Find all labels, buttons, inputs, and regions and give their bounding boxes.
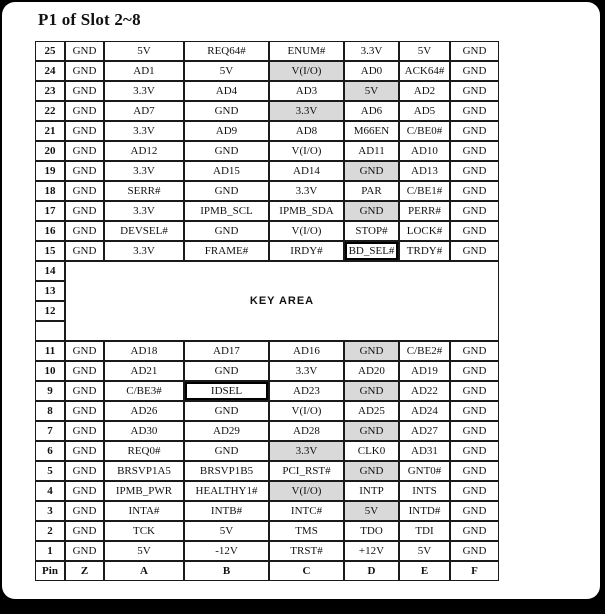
cell-C10: 3.3V bbox=[269, 361, 344, 381]
column-header-Z: Z bbox=[65, 561, 104, 581]
cell-F21: GND bbox=[450, 121, 499, 141]
cell-Z17: GND bbox=[65, 201, 104, 221]
table-row-pin-9 bbox=[35, 381, 499, 401]
table-row-pin-6 bbox=[35, 441, 499, 461]
cell-E17: PERR# bbox=[399, 201, 450, 221]
document-page bbox=[2, 2, 600, 599]
cell-F16: GND bbox=[450, 221, 499, 241]
table-footer-row bbox=[35, 561, 499, 581]
pin-number-1: 1 bbox=[35, 541, 65, 561]
cell-Z8: GND bbox=[65, 401, 104, 421]
cell-F3: GND bbox=[450, 501, 499, 521]
cell-Z25: GND bbox=[65, 41, 104, 61]
table-row-pin-8 bbox=[35, 401, 499, 421]
table-row-pin-17 bbox=[35, 201, 499, 221]
page-title: P1 of Slot 2~8 bbox=[38, 10, 141, 29]
cell-D11: GND bbox=[344, 341, 399, 361]
cell-F20: GND bbox=[450, 141, 499, 161]
cell-F1: GND bbox=[450, 541, 499, 561]
pin-number-24: 24 bbox=[35, 61, 65, 81]
cell-E10: AD19 bbox=[399, 361, 450, 381]
table-row-pin-1 bbox=[35, 541, 499, 561]
cell-A3: INTA# bbox=[104, 501, 184, 521]
table-row-pin-22 bbox=[35, 101, 499, 121]
cell-Z20: GND bbox=[65, 141, 104, 161]
table-row-pin-25 bbox=[35, 41, 499, 61]
cell-E9: AD22 bbox=[399, 381, 450, 401]
key-area-sliver bbox=[35, 321, 65, 341]
cell-D7: GND bbox=[344, 421, 399, 441]
cell-F5: GND bbox=[450, 461, 499, 481]
cell-Z22: GND bbox=[65, 101, 104, 121]
cell-A5: BRSVP1A5 bbox=[104, 461, 184, 481]
cell-E8: AD24 bbox=[399, 401, 450, 421]
cell-A25: 5V bbox=[104, 41, 184, 61]
cell-F2: GND bbox=[450, 521, 499, 541]
pin-number-10: 10 bbox=[35, 361, 65, 381]
pin-number-12: 12 bbox=[35, 301, 65, 321]
cell-B4: HEALTHY1# bbox=[184, 481, 269, 501]
cell-D4: INTP bbox=[344, 481, 399, 501]
table-row-pin-2 bbox=[35, 521, 499, 541]
cell-E24: ACK64# bbox=[399, 61, 450, 81]
pin-number-11: 11 bbox=[35, 341, 65, 361]
column-header-Pin: Pin bbox=[35, 561, 65, 581]
pin-number-25: 25 bbox=[35, 41, 65, 61]
cell-Z10: GND bbox=[65, 361, 104, 381]
table-row-pin-19 bbox=[35, 161, 499, 181]
cell-E6: AD31 bbox=[399, 441, 450, 461]
cell-B8: GND bbox=[184, 401, 269, 421]
cell-E20: AD10 bbox=[399, 141, 450, 161]
cell-Z24: GND bbox=[65, 61, 104, 81]
cell-C4: V(I/O) bbox=[269, 481, 344, 501]
cell-E7: AD27 bbox=[399, 421, 450, 441]
cell-Z16: GND bbox=[65, 221, 104, 241]
table-row-pin-16 bbox=[35, 221, 499, 241]
cell-A6: REQ0# bbox=[104, 441, 184, 461]
cell-D23: 5V bbox=[344, 81, 399, 101]
cell-A19: 3.3V bbox=[104, 161, 184, 181]
cell-D15: BD_SEL# bbox=[344, 241, 399, 261]
cell-B17: IPMB_SCL bbox=[184, 201, 269, 221]
cell-B16: GND bbox=[184, 221, 269, 241]
cell-F17: GND bbox=[450, 201, 499, 221]
cell-D20: AD11 bbox=[344, 141, 399, 161]
cell-B2: 5V bbox=[184, 521, 269, 541]
cell-F10: GND bbox=[450, 361, 499, 381]
table-row-pin-11 bbox=[35, 341, 499, 361]
cell-F8: GND bbox=[450, 401, 499, 421]
cell-C20: V(I/O) bbox=[269, 141, 344, 161]
pinout-table bbox=[35, 41, 499, 581]
column-header-A: A bbox=[104, 561, 184, 581]
cell-C7: AD28 bbox=[269, 421, 344, 441]
cell-D18: PAR bbox=[344, 181, 399, 201]
cell-D24: AD0 bbox=[344, 61, 399, 81]
pin-number-15: 15 bbox=[35, 241, 65, 261]
cell-C21: AD8 bbox=[269, 121, 344, 141]
pin-number-2: 2 bbox=[35, 521, 65, 541]
cell-A15: 3.3V bbox=[104, 241, 184, 261]
table-row-pin-18 bbox=[35, 181, 499, 201]
cell-C24: V(I/O) bbox=[269, 61, 344, 81]
cell-F22: GND bbox=[450, 101, 499, 121]
cell-B20: GND bbox=[184, 141, 269, 161]
cell-A1: 5V bbox=[104, 541, 184, 561]
table-row-pin-15 bbox=[35, 241, 499, 261]
cell-C15: IRDY# bbox=[269, 241, 344, 261]
cell-D5: GND bbox=[344, 461, 399, 481]
cell-B19: AD15 bbox=[184, 161, 269, 181]
cell-C18: 3.3V bbox=[269, 181, 344, 201]
pin-number-17: 17 bbox=[35, 201, 65, 221]
cell-D22: AD6 bbox=[344, 101, 399, 121]
cell-D1: +12V bbox=[344, 541, 399, 561]
pin-number-9: 9 bbox=[35, 381, 65, 401]
cell-F11: GND bbox=[450, 341, 499, 361]
cell-Z23: GND bbox=[65, 81, 104, 101]
cell-Z3: GND bbox=[65, 501, 104, 521]
pin-number-13: 13 bbox=[35, 281, 65, 301]
cell-D25: 3.3V bbox=[344, 41, 399, 61]
cell-B11: AD17 bbox=[184, 341, 269, 361]
cell-A7: AD30 bbox=[104, 421, 184, 441]
cell-E5: GNT0# bbox=[399, 461, 450, 481]
table-row-pin-3 bbox=[35, 501, 499, 521]
cell-D2: TDO bbox=[344, 521, 399, 541]
cell-Z21: GND bbox=[65, 121, 104, 141]
cell-C19: AD14 bbox=[269, 161, 344, 181]
pin-number-18: 18 bbox=[35, 181, 65, 201]
cell-E21: C/BE0# bbox=[399, 121, 450, 141]
pin-number-4: 4 bbox=[35, 481, 65, 501]
cell-B25: REQ64# bbox=[184, 41, 269, 61]
pin-number-3: 3 bbox=[35, 501, 65, 521]
cell-C6: 3.3V bbox=[269, 441, 344, 461]
table-row-pin-24 bbox=[35, 61, 499, 81]
pin-number-23: 23 bbox=[35, 81, 65, 101]
cell-C5: PCI_RST# bbox=[269, 461, 344, 481]
cell-B10: GND bbox=[184, 361, 269, 381]
cell-F25: GND bbox=[450, 41, 499, 61]
pin-number-14: 14 bbox=[35, 261, 65, 281]
cell-D21: M66EN bbox=[344, 121, 399, 141]
cell-F18: GND bbox=[450, 181, 499, 201]
cell-C8: V(I/O) bbox=[269, 401, 344, 421]
table-row-pin-21 bbox=[35, 121, 499, 141]
cell-C23: AD3 bbox=[269, 81, 344, 101]
cell-Z1: GND bbox=[65, 541, 104, 561]
cell-D16: STOP# bbox=[344, 221, 399, 241]
cell-D9: GND bbox=[344, 381, 399, 401]
cell-A2: TCK bbox=[104, 521, 184, 541]
cell-C11: AD16 bbox=[269, 341, 344, 361]
cell-A10: AD21 bbox=[104, 361, 184, 381]
cell-B24: 5V bbox=[184, 61, 269, 81]
cell-Z5: GND bbox=[65, 461, 104, 481]
cell-B21: AD9 bbox=[184, 121, 269, 141]
cell-Z15: GND bbox=[65, 241, 104, 261]
pin-number-16: 16 bbox=[35, 221, 65, 241]
cell-E25: 5V bbox=[399, 41, 450, 61]
cell-F9: GND bbox=[450, 381, 499, 401]
cell-C22: 3.3V bbox=[269, 101, 344, 121]
cell-B6: GND bbox=[184, 441, 269, 461]
cell-F4: GND bbox=[450, 481, 499, 501]
cell-E15: TRDY# bbox=[399, 241, 450, 261]
cell-E1: 5V bbox=[399, 541, 450, 561]
table-row-pin-5 bbox=[35, 461, 499, 481]
cell-F6: GND bbox=[450, 441, 499, 461]
table-row-pin-10 bbox=[35, 361, 499, 381]
cell-E2: TDI bbox=[399, 521, 450, 541]
cell-F24: GND bbox=[450, 61, 499, 81]
cell-D17: GND bbox=[344, 201, 399, 221]
cell-C25: ENUM# bbox=[269, 41, 344, 61]
cell-B22: GND bbox=[184, 101, 269, 121]
cell-A17: 3.3V bbox=[104, 201, 184, 221]
cell-D3: 5V bbox=[344, 501, 399, 521]
cell-A20: AD12 bbox=[104, 141, 184, 161]
table-row-pin-7 bbox=[35, 421, 499, 441]
column-header-F: F bbox=[450, 561, 499, 581]
pin-number-19: 19 bbox=[35, 161, 65, 181]
column-header-D: D bbox=[344, 561, 399, 581]
cell-B3: INTB# bbox=[184, 501, 269, 521]
cell-E4: INTS bbox=[399, 481, 450, 501]
cell-Z19: GND bbox=[65, 161, 104, 181]
column-header-B: B bbox=[184, 561, 269, 581]
cell-A11: AD18 bbox=[104, 341, 184, 361]
cell-E23: AD2 bbox=[399, 81, 450, 101]
pin-number-6: 6 bbox=[35, 441, 65, 461]
cell-A22: AD7 bbox=[104, 101, 184, 121]
pin-number-8: 8 bbox=[35, 401, 65, 421]
cell-B9: IDSEL bbox=[184, 381, 269, 401]
key-area-label: KEY AREA bbox=[65, 261, 499, 341]
pin-number-22: 22 bbox=[35, 101, 65, 121]
cell-Z2: GND bbox=[65, 521, 104, 541]
cell-B23: AD4 bbox=[184, 81, 269, 101]
cell-F19: GND bbox=[450, 161, 499, 181]
cell-E19: AD13 bbox=[399, 161, 450, 181]
cell-A16: DEVSEL# bbox=[104, 221, 184, 241]
cell-E18: C/BE1# bbox=[399, 181, 450, 201]
pin-number-7: 7 bbox=[35, 421, 65, 441]
cell-B5: BRSVP1B5 bbox=[184, 461, 269, 481]
cell-C3: INTC# bbox=[269, 501, 344, 521]
cell-B15: FRAME# bbox=[184, 241, 269, 261]
cell-D10: AD20 bbox=[344, 361, 399, 381]
pin-number-20: 20 bbox=[35, 141, 65, 161]
cell-C1: TRST# bbox=[269, 541, 344, 561]
cell-A18: SERR# bbox=[104, 181, 184, 201]
cell-A9: C/BE3# bbox=[104, 381, 184, 401]
cell-C16: V(I/O) bbox=[269, 221, 344, 241]
cell-D6: CLK0 bbox=[344, 441, 399, 461]
cell-B18: GND bbox=[184, 181, 269, 201]
cell-Z4: GND bbox=[65, 481, 104, 501]
cell-Z7: GND bbox=[65, 421, 104, 441]
cell-Z9: GND bbox=[65, 381, 104, 401]
cell-B7: AD29 bbox=[184, 421, 269, 441]
cell-C9: AD23 bbox=[269, 381, 344, 401]
cell-A23: 3.3V bbox=[104, 81, 184, 101]
cell-E3: INTD# bbox=[399, 501, 450, 521]
column-header-E: E bbox=[399, 561, 450, 581]
pin-number-21: 21 bbox=[35, 121, 65, 141]
cell-D8: AD25 bbox=[344, 401, 399, 421]
cell-E11: C/BE2# bbox=[399, 341, 450, 361]
cell-F7: GND bbox=[450, 421, 499, 441]
cell-A24: AD1 bbox=[104, 61, 184, 81]
cell-B1: -12V bbox=[184, 541, 269, 561]
cell-Z6: GND bbox=[65, 441, 104, 461]
cell-E16: LOCK# bbox=[399, 221, 450, 241]
table-row-pin-4 bbox=[35, 481, 499, 501]
column-header-C: C bbox=[269, 561, 344, 581]
cell-F15: GND bbox=[450, 241, 499, 261]
cell-D19: GND bbox=[344, 161, 399, 181]
table-row-pin-23 bbox=[35, 81, 499, 101]
table-row-pin-20 bbox=[35, 141, 499, 161]
cell-A4: IPMB_PWR bbox=[104, 481, 184, 501]
cell-C17: IPMB_SDA bbox=[269, 201, 344, 221]
cell-A8: AD26 bbox=[104, 401, 184, 421]
cell-C2: TMS bbox=[269, 521, 344, 541]
cell-E22: AD5 bbox=[399, 101, 450, 121]
cell-Z11: GND bbox=[65, 341, 104, 361]
table-row-pin-14 bbox=[35, 261, 499, 281]
cell-Z18: GND bbox=[65, 181, 104, 201]
cell-A21: 3.3V bbox=[104, 121, 184, 141]
pin-number-5: 5 bbox=[35, 461, 65, 481]
cell-F23: GND bbox=[450, 81, 499, 101]
